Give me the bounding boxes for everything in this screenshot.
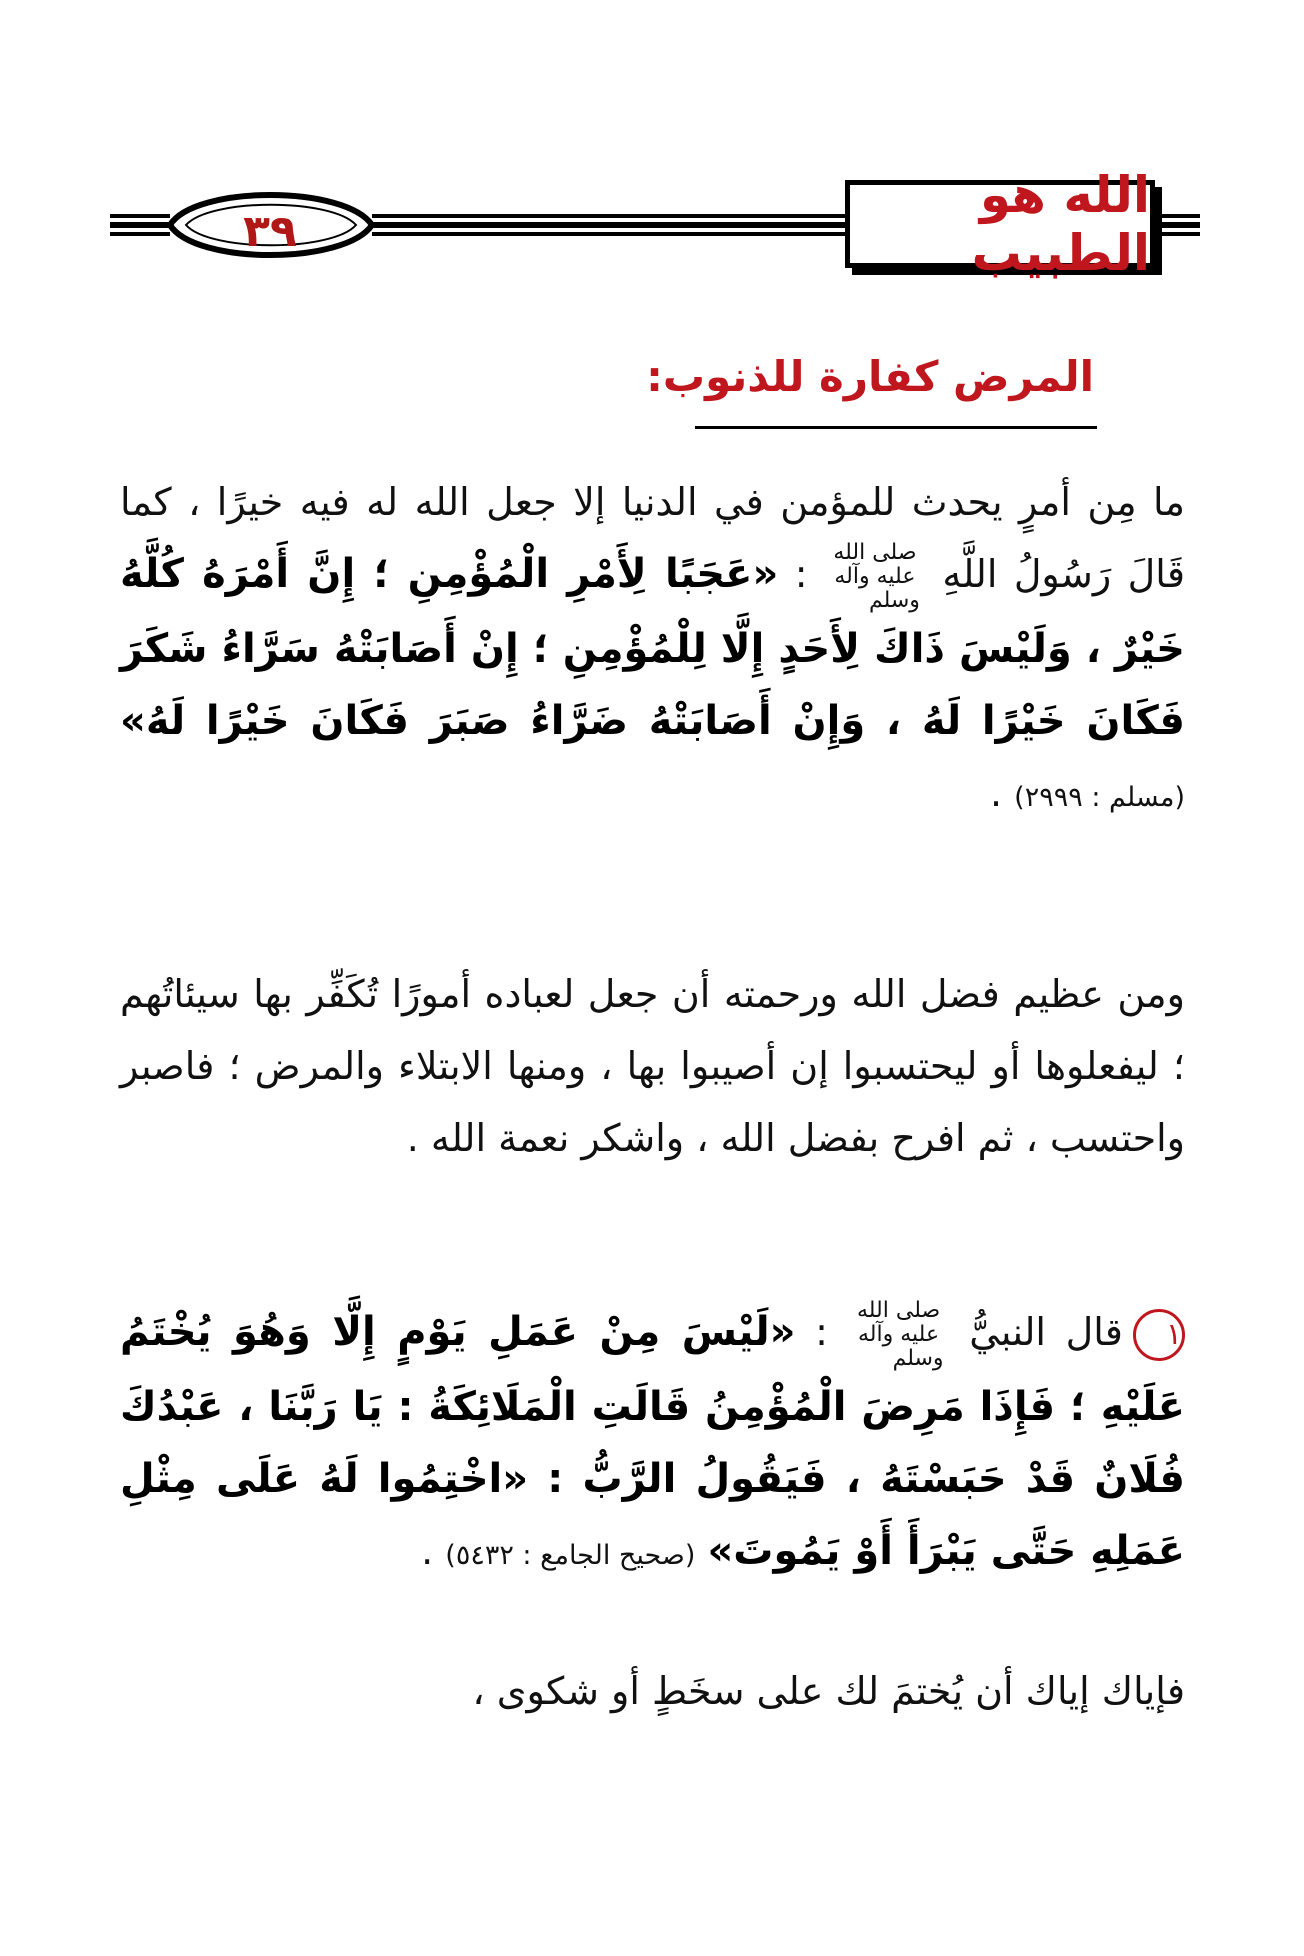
- paragraph-intro: قال النبيُّ: [969, 1310, 1123, 1354]
- paragraph-text: فإياك إياك أن يُختمَ لك على سخَطٍ أو شكوى ،: [472, 1669, 1185, 1713]
- section-heading-underline: [695, 426, 1097, 429]
- page-number: ٣٩: [243, 205, 297, 257]
- colon: :: [794, 552, 808, 596]
- colon: :: [815, 1310, 828, 1354]
- paragraph-warning: [120, 1655, 1185, 1727]
- chapter-title-box: [845, 166, 1155, 282]
- section-heading-text: المرض كفارة للذنوب:: [646, 352, 1094, 401]
- item-number-badge: ١: [1133, 1309, 1185, 1361]
- page-number-frame: [165, 200, 375, 262]
- hadith-text: «عَجَبًا لِأَمْرِ الْمُؤْمِنِ ؛ إِنَّ أَمْرَهُ كُلَّهُ خَيْرٌ ، وَلَيْسَ ذَاكَ لِأَحَدٍ إِلَّا لِلْمُؤْمِنِ ؛ إِنْ أَصَابَتْهُ سَرَّاءُ شَكَرَ فَكَانَ خَيْرًا لَهُ ، وَإِنْ أَصَابَتْهُ ضَرَّاءُ صَبَرَ فَكَانَ خَيْرًا لَهُ»: [120, 551, 1185, 744]
- page-header: [110, 166, 1200, 282]
- hadith-text: «لَيْسَ مِنْ عَمَلِ يَوْمٍ إِلَّا وَهُوَ يُخْتَمُ عَلَيْهِ ؛ فَإِذَا مَرِضَ الْمُؤْمِنُ قَالَتِ الْمَلَائِكَةُ : يَا رَبَّنَا ، عَبْدُكَ فُلَانٌ قَدْ حَبَسْتَهُ ، فَيَقُولُ الرَّبُّ : «اخْتِمُوا لَهُ عَلَى مِثْلِ عَمَلِهِ حَتَّى يَبْرَأَ أَوْ يَمُوتَ»: [120, 1309, 1185, 1574]
- salla-glyph-icon: صلى الله عليه وآله وسلم: [833, 539, 920, 613]
- salla-glyph-icon: صلى الله عليه وآله وسلم: [856, 1297, 944, 1371]
- paragraph-expiation: [120, 958, 1185, 1174]
- chapter-title: الله هو الطبيب: [971, 166, 1150, 282]
- sentence-end: .: [989, 770, 1003, 815]
- paragraph-text: ومن عظيم فضل الله ورحمته أن جعل لعباده أمورًا تُكَفِّر بها سيئاتُهم ؛ ليفعلوها أو ليحتسبوا إن أصيبوا بها ، ومنها الابتلاء والمرض ؛ فاصبر واحتسب ، ثم افرح بفضل الله ، واشكر نعمة الله .: [120, 972, 1185, 1160]
- sentence-end: .: [421, 1528, 434, 1573]
- paragraph-intro: ما مِن أمرٍ يحدث للمؤمن في الدنيا إلا جعل الله له فيه خيرًا ، كما قَالَ رَسُولُ اللَّهِ: [120, 480, 1185, 596]
- hadith-source: (صحيح الجامع : ٥٤٣٢): [445, 1539, 696, 1571]
- section-heading: [494, 352, 1094, 401]
- paragraph-hadith-believer: [120, 466, 1185, 834]
- paragraph-hadith-sealed-deeds: [120, 1296, 1185, 1592]
- hadith-source: (مسلم : ٢٩٩٩): [1014, 781, 1185, 813]
